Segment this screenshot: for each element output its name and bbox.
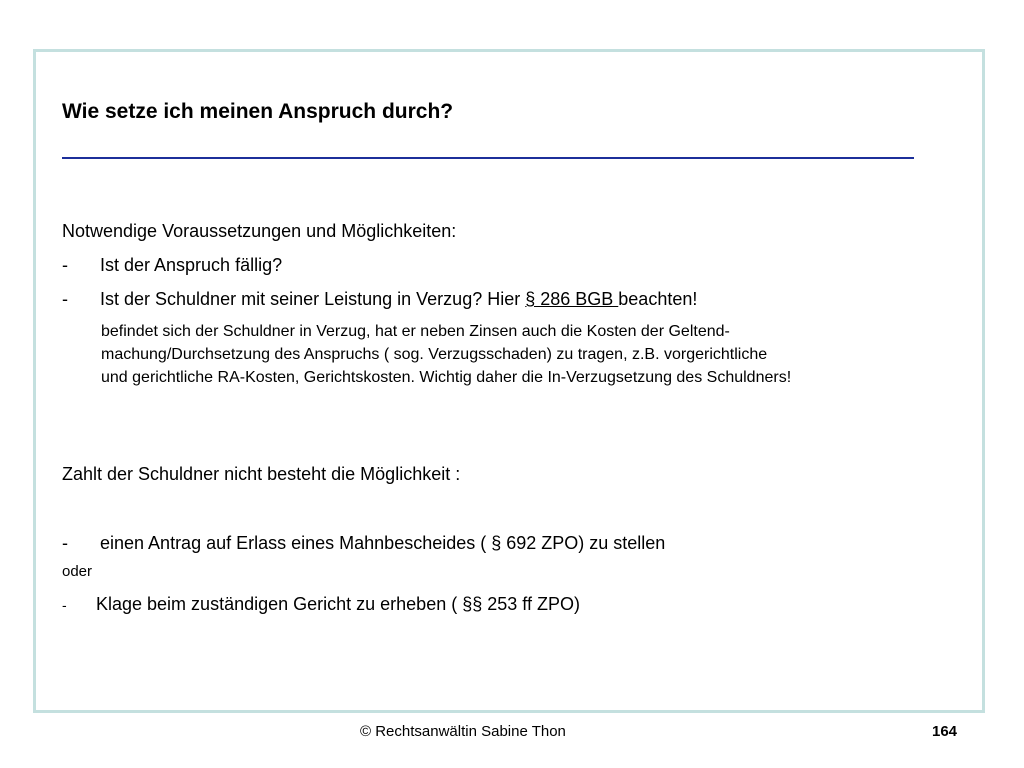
option-dunning — [62, 533, 665, 554]
section2-intro: Zahlt der Schuldner nicht besteht die Möglichkeit : — [62, 464, 461, 484]
bullet-dash: - — [62, 597, 67, 613]
bullet-default-text-end: beachten! — [618, 289, 698, 309]
or-label: oder — [62, 563, 93, 580]
default-note — [101, 320, 971, 389]
option-lawsuit-text: Klage beim zuständigen Gericht zu erheben ( §§ 253 ff ZPO) — [96, 594, 580, 614]
footer-page-number: 164 — [932, 723, 958, 740]
note-line: machung/Durchsetzung des Anspruchs ( sog. Verzugsschaden) zu tragen, z.B. vorgerichtliche — [101, 346, 768, 363]
bgb-286-link[interactable]: § 286 BGB — [525, 289, 619, 309]
bullet-default-text: Ist der Schuldner mit seiner Leistung in Verzug? Hier — [100, 289, 526, 309]
note-line: befindet sich der Schuldner in Verzug, hat er neben Zinsen auch die Kosten der Geltend- — [101, 323, 730, 340]
option-lawsuit — [62, 594, 580, 615]
bullet-dash: - — [62, 533, 68, 553]
note-line: und gerichtliche RA-Kosten, Gerichtskosten. Wichtig daher die In-Verzugsetzung des Schuldners! — [101, 369, 792, 386]
slide-title: Wie setze ich meinen Anspruch durch? — [62, 100, 454, 123]
intro-text: Notwendige Voraussetzungen und Möglichkeiten: — [62, 221, 457, 241]
bullet-dash: - — [62, 255, 68, 275]
title-underline — [62, 157, 914, 159]
option-dunning-text: einen Antrag auf Erlass eines Mahnbescheides ( § 692 ZPO) zu stellen — [100, 533, 666, 553]
bullet-due — [62, 255, 282, 276]
bullet-default — [62, 289, 697, 310]
bullet-due-text: Ist der Anspruch fällig? — [100, 255, 283, 275]
bullet-dash: - — [62, 289, 68, 309]
footer-copyright: © Rechtsanwältin Sabine Thon — [360, 723, 566, 740]
